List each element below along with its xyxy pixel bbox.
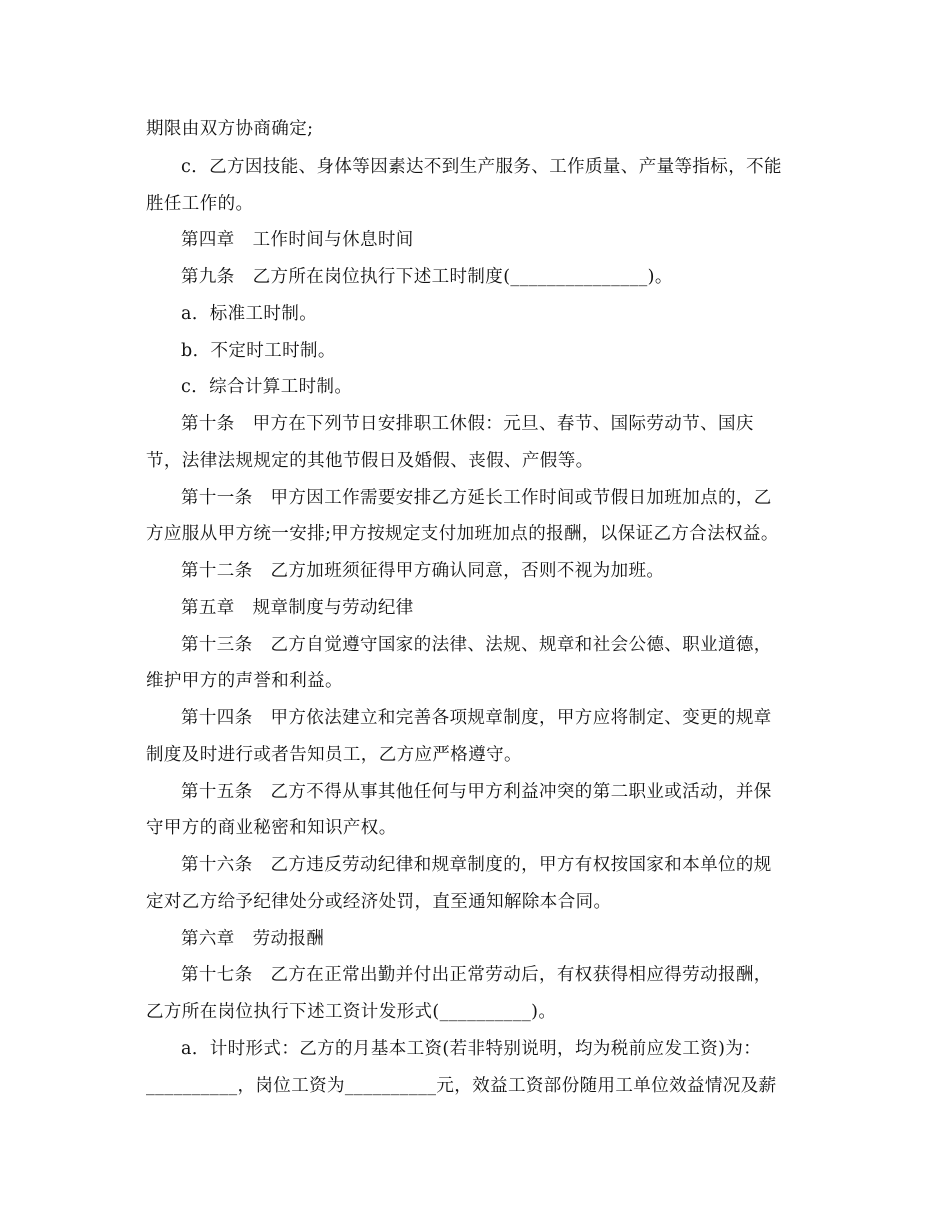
- chapter-heading: 第六章 劳动报酬: [181, 929, 325, 949]
- article-text: 第十二条 乙方加班须征得甲方确认同意，否则不视为加班。: [181, 561, 665, 581]
- list-item: c．综合计算工时制。: [181, 377, 353, 397]
- article-text: 第九条 乙方所在岗位执行下述工时制度(_______________)。: [181, 267, 673, 287]
- list-item: a．标准工时制。: [181, 304, 318, 324]
- text-line: 方应服从甲方统一安排;甲方按规定支付加班加点的报酬，以保证乙方合法权益。: [146, 524, 779, 544]
- text-line: 制度及时进行或者告知员工，乙方应严格遵守。: [146, 745, 522, 765]
- article-text: 第十一条 甲方因工作需要安排乙方延长工作时间或节假日加班加点的，乙: [181, 488, 772, 508]
- text-line: __________，岗位工资为__________元，效益工资部份随用工单位效益情况及薪: [146, 1076, 777, 1096]
- article-text: 第十条 甲方在下列节日安排职工休假：元旦、春节、国际劳动节、国庆: [181, 414, 754, 434]
- list-item: b．不定时工时制。: [181, 341, 336, 361]
- chapter-heading: 第四章 工作时间与休息时间: [181, 230, 414, 250]
- list-item: a．计时形式：乙方的月基本工资(若非特别说明，均为税前应发工资)为：: [181, 1039, 762, 1059]
- text-line: 节，法律法规规定的其他节假日及婚假、丧假、产假等。: [146, 451, 594, 471]
- chapter-heading: 第五章 规章制度与劳动纪律: [181, 598, 414, 618]
- text-line: 守甲方的商业秘密和知识产权。: [146, 818, 397, 838]
- text-line: 胜任工作的。: [146, 194, 254, 214]
- text-line: 维护甲方的声誉和利益。: [146, 671, 343, 691]
- text-line: 期限由双方协商确定;: [146, 119, 314, 139]
- article-text: 第十三条 乙方自觉遵守国家的法律、法规、规章和社会公德、职业道德，: [181, 635, 772, 655]
- text-line: 乙方所在岗位执行下述工资计发形式(__________)。: [146, 1002, 557, 1022]
- text-line: 定对乙方给予纪律处分或经济处罚，直至通知解除本合同。: [146, 892, 612, 912]
- article-text: 第十六条 乙方违反劳动纪律和规章制度的，甲方有权按国家和本单位的规: [181, 855, 772, 875]
- article-text: 第十五条 乙方不得从事其他任何与甲方利益冲突的第二职业或活动，并保: [181, 782, 772, 802]
- article-text: 第十七条 乙方在正常出勤并付出正常劳动后，有权获得相应得劳动报酬，: [181, 965, 772, 985]
- article-text: 第十四条 甲方依法建立和完善各项规章制度，甲方应将制定、变更的规章: [181, 708, 772, 728]
- text-line: c．乙方因技能、身体等因素达不到生产服务、工作质量、产量等指标，不能: [181, 157, 782, 177]
